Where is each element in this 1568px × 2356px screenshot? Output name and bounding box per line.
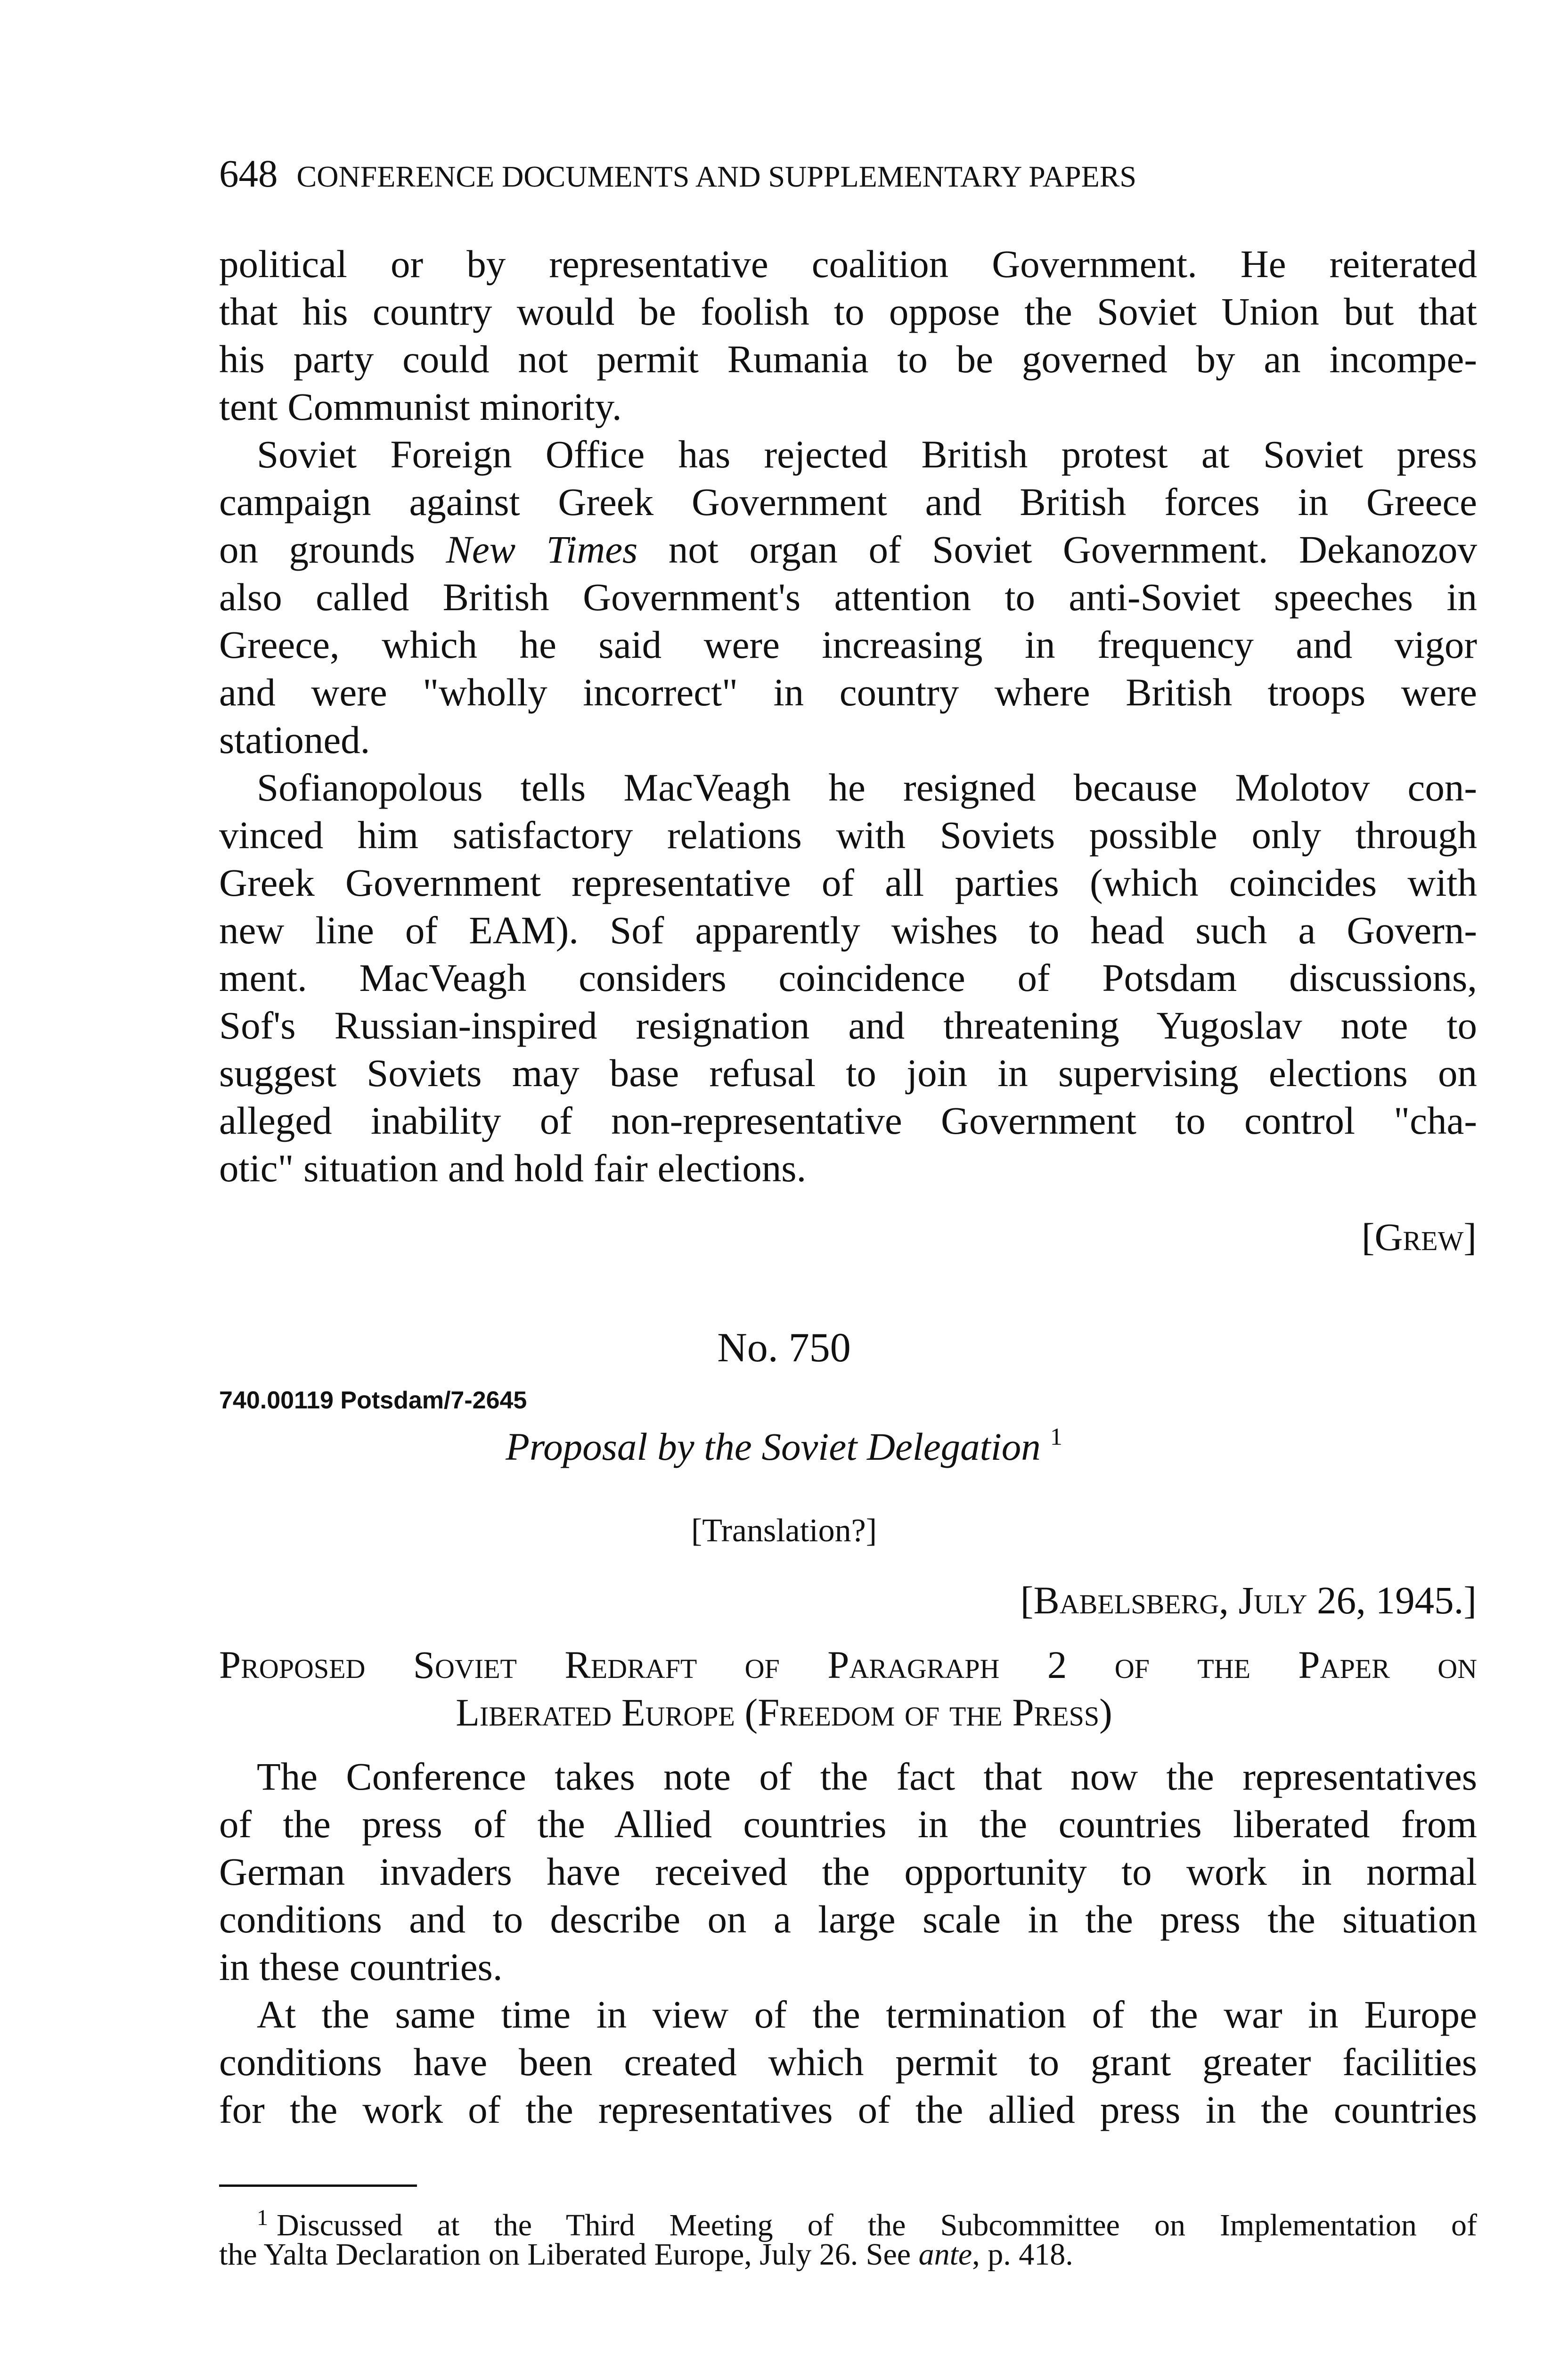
text-line: Soviet Foreign Office has rejected British protest at Soviet press	[257, 433, 1477, 476]
footnote-line: the Yalta Declaration on Liberated Europe, July 26. See ante, p. 418.	[219, 2237, 1073, 2272]
section-heading-line-1: Proposed Soviet Redraft of Paragraph 2 of the Paper on	[219, 1643, 1477, 1686]
text-line: political or by representative coalition Government. He reiterated	[219, 242, 1477, 286]
text-line: in these countries.	[219, 1945, 503, 1988]
text-line: on grounds New Times not organ of Soviet Government. Dekanozov	[219, 528, 1477, 571]
text-line: The Conference takes note of the fact that now the representatives	[257, 1755, 1477, 1798]
running-header	[219, 150, 1477, 200]
text-line: conditions have been created which permit to grant greater facilities	[219, 2040, 1477, 2084]
text-line: otic" situation and hold fair elections.	[219, 1146, 807, 1190]
text-line: stationed.	[219, 718, 370, 761]
text-line: and were "wholly incorrect" in country where British troops were	[219, 671, 1477, 714]
text-line: conditions and to describe on a large scale in the press the situation	[219, 1898, 1477, 1941]
text-line: alleged inability of non-representative Government to control "cha-	[219, 1099, 1477, 1142]
text-line: Greek Government representative of all parties (which coincides with	[219, 861, 1477, 904]
document-number: No. 750	[717, 1325, 851, 1371]
section-heading-line-2: Liberated Europe (Freedom of the Press)	[456, 1691, 1112, 1734]
footnote-divider	[219, 2184, 417, 2187]
signature: [Grew]	[1361, 1215, 1477, 1259]
text-line: suggest Soviets may base refusal to join in supervising elections on	[219, 1051, 1477, 1095]
dateline: [Babelsberg, July 26, 1945.]	[1020, 1579, 1477, 1622]
text-line: German invaders have received the opportunity to work in normal	[219, 1850, 1477, 1893]
text-line: ment. MacVeagh considers coincidence of Potsdam discussions,	[219, 956, 1477, 999]
text-line: campaign against Greek Government and British forces in Greece	[219, 480, 1477, 524]
newspaper-title: New Times	[446, 528, 638, 571]
text-line: that his country would be foolish to oppose the Soviet Union but that	[219, 290, 1477, 333]
text-line: vinced him satisfactory relations with Soviets possible only through	[219, 813, 1477, 857]
text-line: Sof's Russian-inspired resignation and threatening Yugoslav note to	[219, 1004, 1477, 1047]
footnote-marker: 1	[1050, 1423, 1062, 1450]
text-line: new line of EAM). Sof apparently wishes to head such a Govern-	[219, 908, 1477, 952]
document-title: Proposal by the Soviet Delegation $^1$	[506, 1423, 1062, 1468]
text-line: his party could not permit Rumania to be governed by an incompe-	[219, 337, 1477, 381]
text-line: for the work of the representatives of the allied press in the countries	[219, 2088, 1477, 2131]
text-line: Greece, which he said were increasing in frequency and vigor	[219, 623, 1477, 666]
translation-note: [Translation?]	[691, 1513, 877, 1549]
file-reference: 740.00119 Potsdam/7-2645	[219, 1387, 527, 1414]
page-number: 648	[219, 152, 278, 195]
running-title: CONFERENCE DOCUMENTS AND SUPPLEMENTARY PAPERS	[296, 160, 1136, 193]
text-line: Sofianopolous tells MacVeagh he resigned because Molotov con-	[257, 766, 1477, 809]
text-line: of the press of the Allied countries in the countries liberated from	[219, 1802, 1477, 1846]
footnote-number: 1	[257, 2205, 268, 2230]
text-line: At the same time in view of the termination of the war in Europe	[257, 1993, 1477, 2036]
text-line: tent Communist minority.	[219, 385, 622, 428]
text-line: also called British Government's attention to anti-Soviet speeches in	[219, 575, 1477, 619]
footnote-line: $^1$ Discussed at the Third Meeting of the Subcommittee on Implementation of	[257, 2205, 1477, 2242]
